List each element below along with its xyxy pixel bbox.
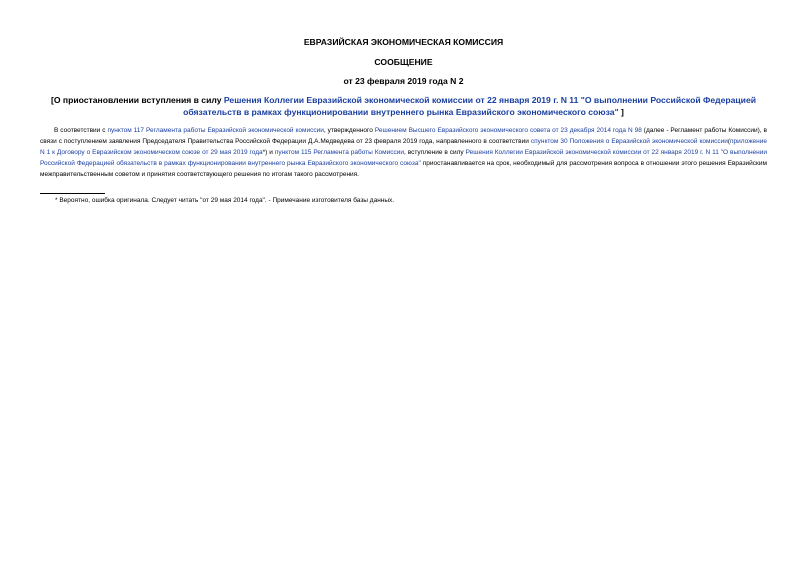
body-paragraph [40,125,767,180]
link-regulation-p117[interactable]: пунктом 117 Регламента работы Евразийской экономической комиссии [107,127,324,134]
body-text: , вступление в силу [404,149,466,156]
title-prefix: [О приостановлении вступления в силу [50,95,224,105]
document-type-heading: СООБЩЕНИЕ [374,57,433,67]
footnote-divider [40,193,105,194]
body-text: , утвержденного [323,127,375,134]
title-decision-link[interactable]: Решения Коллегии Евразийской экономической комиссии от 22 января 2019 г. N 11 "О выполнении Российской Федерацией обязательств в рамках функционировании внутреннего рынка Евразийского экономического союза" [183,95,757,117]
document-date-heading: от 23 февраля 2019 года N 2 [343,76,464,86]
body-text: ( [727,138,731,145]
body-text: приостанавливается на срок, необходимый для рассмотрения вопроса в отношении этого решения Евразийским межправительственным советом и принятия соответствующего решения по итогам такого рассмотрения. [40,160,768,178]
link-eaeu-treaty-annex-1[interactable]: приложение N 1 к Договору о Евразийском экономическом союзе от 29 мая 2019 года [40,138,767,156]
link-regulation-p115[interactable]: пунктом 115 Регламента работы Комиссии [274,149,405,156]
document-title [40,95,767,118]
footnote: * Вероятно, ошибка оригинала. Следует читать "от 29 мая 2014 года". - Примечание изготовителя базы данных. [55,197,395,204]
link-board-decision-11[interactable]: Решения Коллегии Евразийской экономической комиссии от 22 января 2019 г. N 11 "О выполнении Российской Федерацией обязательств в рамках функционировании внутреннего рынка Евразийского экономического союза" [40,149,768,167]
body-text: (далее - Регламент работы Комиссии), в связи с поступлением заявления Председателя Правительства Российской Федерации Д.А.Медведева от 23 февраля 2019 года, направленного в соответствии [40,127,767,145]
title-suffix: ] [621,106,624,117]
body-text: *) и [262,149,275,156]
link-supreme-council-decision-98[interactable]: Решением Высшего Евразийского экономического совета от 23 декабря 2014 года N 98 [374,127,642,134]
document-body [40,125,767,180]
link-commission-statute-p30[interactable]: спунктом 30 Положения о Евразийской экономической комиссии [530,138,728,145]
body-text: В соответствии с [54,127,108,134]
issuer-heading: ЕВРАЗИЙСКАЯ ЭКОНОМИЧЕСКАЯ КОМИССИЯ [303,37,504,47]
